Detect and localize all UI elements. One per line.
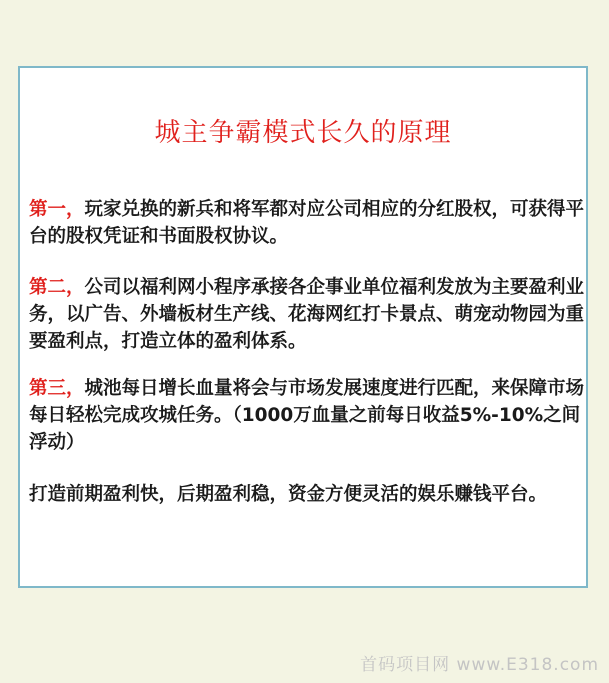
paragraph-3-lead: 第三，	[29, 378, 85, 399]
paragraph-2	[29, 274, 585, 355]
paragraph-1	[29, 196, 585, 250]
paragraph-3-text: 城池每日增长血量将会与市场发展速度进行匹配，来保障市场每日轻松完成攻城任务。（1000万血量之前每日收益5%-10%之间浮动）	[29, 378, 585, 453]
paragraph-3	[29, 375, 585, 456]
watermark-text: 首码项目网 www.E318.com	[360, 655, 599, 675]
content-card	[18, 66, 588, 588]
paragraph-4-text: 打造前期盈利快，后期盈利稳，资金方便灵活的娱乐赚钱平台。	[29, 484, 548, 505]
paragraph-1-text: 玩家兑换的新兵和将军都对应公司相应的分红股权，可获得平台的股权凭证和书面股权协议。	[29, 199, 585, 247]
paragraph-1-lead: 第一，	[29, 199, 85, 220]
paragraph-4	[29, 481, 585, 508]
document-title: 城主争霸模式长久的原理	[154, 118, 452, 148]
paragraph-2-text: 公司以福利网小程序承接各企事业单位福利发放为主要盈利业务，以广告、外墙板材生产线、花海网红打卡景点、萌宠动物园为重要盈利点，打造立体的盈利体系。	[29, 277, 585, 352]
paragraph-2-lead: 第二，	[29, 277, 85, 298]
